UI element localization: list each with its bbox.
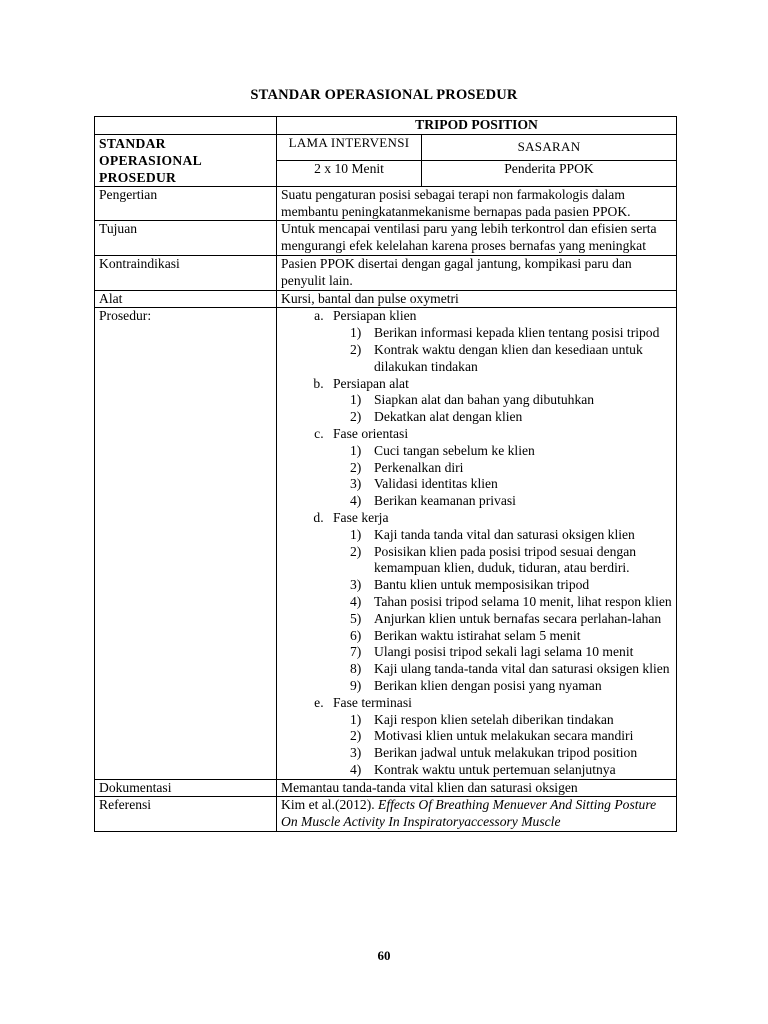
duration-value: 2 x 10 Menit bbox=[277, 160, 422, 186]
procedure-section-title: Fase kerja bbox=[333, 509, 389, 525]
list-item: Berikan jadwal untuk melakukan tripod position bbox=[374, 745, 638, 761]
list-item: Perkenalkan diri bbox=[374, 459, 464, 475]
list-item: Kontrak waktu untuk pertemuan selanjutnya bbox=[374, 761, 616, 777]
referensi-cell bbox=[277, 797, 677, 832]
duration-label: LAMA INTERVENSI bbox=[277, 134, 422, 160]
procedure-substeps-list bbox=[333, 325, 672, 375]
alat-text: Kursi, bantal dan pulse oxymetri bbox=[277, 290, 677, 308]
table-row bbox=[95, 134, 677, 160]
reference-author: Kim et al.(2012). bbox=[281, 797, 379, 813]
list-item: Kontrak waktu dengan klien dan kesediaan untuk dilakukan tindakan bbox=[374, 341, 643, 374]
document-title: STANDAR OPERASIONAL PROSEDUR bbox=[250, 87, 518, 103]
procedure-substeps-list bbox=[333, 392, 672, 426]
row-label-referensi: Referensi bbox=[95, 797, 277, 832]
row-label-dokumentasi: Dokumentasi bbox=[95, 779, 277, 797]
list-item: Kaji tanda tanda vital dan saturasi oksigen klien bbox=[374, 526, 635, 542]
list-item: Validasi identitas klien bbox=[374, 476, 498, 492]
procedure-section bbox=[327, 426, 672, 510]
table-row bbox=[95, 308, 677, 779]
row-label-tujuan: Tujuan bbox=[95, 221, 277, 256]
list-item: Anjurkan klien untuk bernafas secara perlahan-lahan bbox=[374, 610, 662, 626]
list-item: Motivasi klien untuk melakukan secara mandiri bbox=[374, 728, 634, 744]
procedure-section bbox=[327, 510, 672, 695]
target-label: SASARAN bbox=[422, 134, 677, 160]
sop-label: STANDAR OPERASIONAL PROSEDUR bbox=[95, 134, 277, 186]
list-item: Berikan informasi kepada klien tentang posisi tripod bbox=[374, 325, 660, 341]
list-item: Kaji ulang tanda-tanda vital dan saturasi oksigen klien bbox=[374, 661, 670, 677]
table-row bbox=[95, 290, 677, 308]
row-label-prosedur: Prosedur: bbox=[95, 308, 277, 779]
page-number: 60 bbox=[377, 948, 391, 963]
procedure-section-title: Persiapan alat bbox=[333, 375, 409, 391]
pengertian-text: Suatu pengaturan posisi sebagai terapi non farmakologis dalam membantu peningkatanmekanisme bernapas pada pasien PPOK. bbox=[277, 186, 677, 221]
list-item: Berikan keamanan privasi bbox=[374, 493, 516, 509]
prosedur-cell bbox=[277, 308, 677, 779]
procedure-substeps-list bbox=[333, 712, 672, 779]
procedure-steps-list bbox=[281, 308, 672, 778]
procedure-section-title: Fase orientasi bbox=[333, 425, 409, 441]
list-item: Berikan klien dengan posisi yang nyaman bbox=[374, 677, 602, 693]
list-item: Tahan posisi tripod selama 10 menit, lihat respon klien bbox=[374, 593, 672, 609]
row-label-kontraindikasi: Kontraindikasi bbox=[95, 255, 277, 290]
list-item: Berikan waktu istirahat selam 5 menit bbox=[374, 627, 581, 643]
procedure-section-title: Persiapan klien bbox=[333, 308, 417, 324]
table-row bbox=[95, 117, 677, 135]
table-row bbox=[95, 779, 677, 797]
procedure-section bbox=[327, 695, 672, 779]
table-row bbox=[95, 186, 677, 221]
procedure-substeps-list bbox=[333, 527, 672, 695]
tujuan-text: Untuk mencapai ventilasi paru yang lebih terkontrol dan efisien serta mengurangi efek kelelahan karena proses bernafas yang meningkat bbox=[277, 221, 677, 256]
kontraindikasi-text: Pasien PPOK disertai dengan gagal jantung, kompikasi paru dan penyulit lain. bbox=[277, 255, 677, 290]
procedure-section bbox=[327, 308, 672, 375]
table-row bbox=[95, 221, 677, 256]
table-row bbox=[95, 797, 677, 832]
sop-table bbox=[94, 116, 677, 832]
procedure-section bbox=[327, 376, 672, 426]
list-item: Posisikan klien pada posisi tripod sesuai dengan kemampuan klien, duduk, tiduran, atau berdiri. bbox=[374, 543, 637, 576]
list-item: Cuci tangan sebelum ke klien bbox=[374, 442, 535, 458]
table-row bbox=[95, 255, 677, 290]
target-value: Penderita PPOK bbox=[422, 160, 677, 186]
procedure-substeps-list bbox=[333, 443, 672, 510]
row-label-alat: Alat bbox=[95, 290, 277, 308]
list-item: Siapkan alat dan bahan yang dibutuhkan bbox=[374, 392, 595, 408]
procedure-name: TRIPOD POSITION bbox=[277, 117, 677, 135]
list-item: Kaji respon klien setelah diberikan tindakan bbox=[374, 711, 614, 727]
procedure-section-title: Fase terminasi bbox=[333, 694, 412, 710]
list-item: Dekatkan alat dengan klien bbox=[374, 409, 523, 425]
dokumentasi-text: Memantau tanda-tanda vital klien dan saturasi oksigen bbox=[277, 779, 677, 797]
row-label-pengertian: Pengertian bbox=[95, 186, 277, 221]
list-item: Ulangi posisi tripod sekali lagi selama 10 menit bbox=[374, 644, 634, 660]
reference-work: Effects Of Breathing Menuever And Sitting Posture On Muscle Activity In Inspiratoryaccessory Muscle bbox=[281, 797, 657, 830]
list-item: Bantu klien untuk memposisikan tripod bbox=[374, 577, 590, 593]
